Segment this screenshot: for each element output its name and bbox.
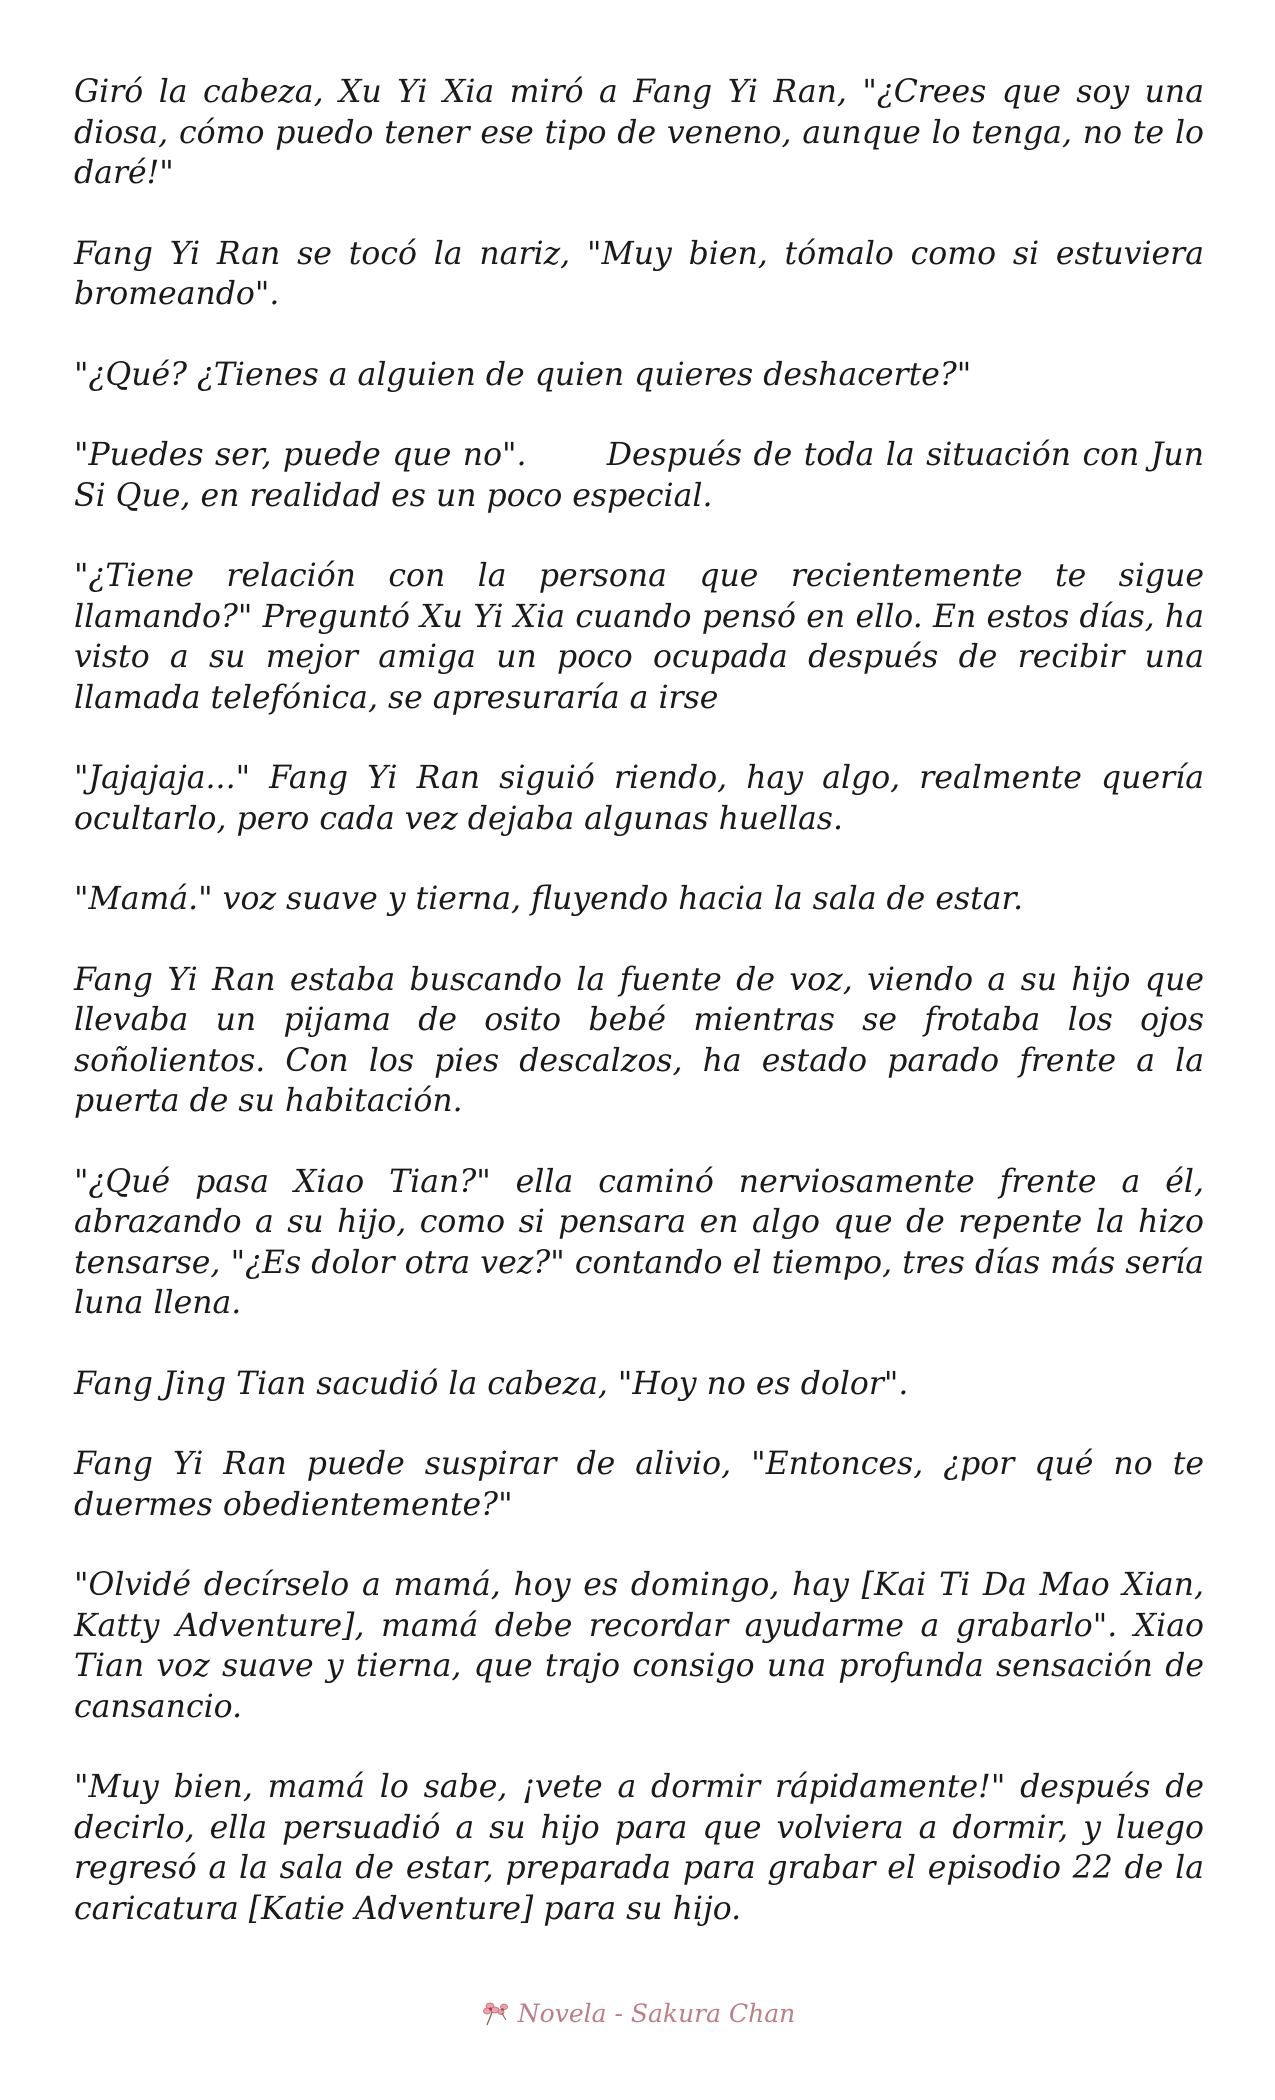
footer-watermark [0,1998,1275,2028]
paragraph-10: Fang Jing Tian sacudió la cabeza, "Hoy no es dolor". [74,1365,909,1402]
paragraph-1: Giró la cabeza, Xu Yi Xia miró a Fang Yi Ran, "¿Crees que soy una diosa, cómo puedo tener ese tipo de veneno, aunque lo tenga, no te lo daré!" [74,74,1215,191]
paragraph-9: "¿Qué pasa Xiao Tian?" ella caminó nerviosamente frente a él, abrazando a su hijo, como si pensara en algo que de repente la hizo tensarse, "¿Es dolor otra vez?" contando el tiempo, tres días más sería luna llena. [74,1163,1215,1321]
paragraph-5: "¿Tiene relación con la persona que recientemente te sigue llamando?" Preguntó Xu Yi Xia cuando pensó en ello. En estos días, ha visto a su mejor amiga un poco ocupada después de recibir una llamada telefónica, se apresuraría a irse [74,558,1215,716]
paragraph-6: "Jajajaja..." Fang Yi Ran siguió riendo, hay algo, realmente quería ocultarlo, pero cada vez dejaba algunas huellas. [74,760,1215,837]
paragraph-2: Fang Yi Ran se tocó la nariz, "Muy bien, tómalo como si estuviera bromeando". [74,235,1215,312]
paragraph-12: "Olvidé decírselo a mamá, hoy es domingo, hay [Kai Ti Da Mao Xian, Katty Adventure], mamá debe recordar ayudarme a grabarlo". Xiao Tian voz suave y tierna, que trajo consigo una profunda sensación de cansancio. [74,1567,1215,1725]
paragraph-3: "¿Qué? ¿Tienes a alguien de quien quieres deshacerte?" [74,356,972,393]
footer-text: Novela - Sakura Chan [517,1999,796,2028]
paragraph-13: "Muy bien, mamá lo sabe, ¡vete a dormir rápidamente!" después de decirlo, ella persuadió a su hijo para que volviera a dormir, y luego regresó a la sala de estar, preparada para grabar el episodio 22 de la caricatura [Katie Adventure] para su hijo. [74,1769,1215,1927]
sakura-flower-icon [480,1998,514,2028]
paragraph-11: Fang Yi Ran puede suspirar de alivio, "Entonces, ¿por qué no te duermes obedientemente?" [74,1446,1215,1523]
paragraph-4: "Puedes ser, puede que no". Después de toda la situación con Jun Si Que, en realidad es un poco especial. [74,437,1215,514]
paragraph-7: "Mamá." voz suave y tierna, fluyendo hacia la sala de estar. [74,881,1024,917]
paragraph-8: Fang Yi Ran estaba buscando la fuente de voz, viendo a su hijo que llevaba un pijama de osito bebé mientras se frotaba los ojos soñolientos. Con los pies descalzos, ha estado parado frente a la puerta de su habitación. [74,961,1215,1119]
document-body [74,72,1215,1969]
